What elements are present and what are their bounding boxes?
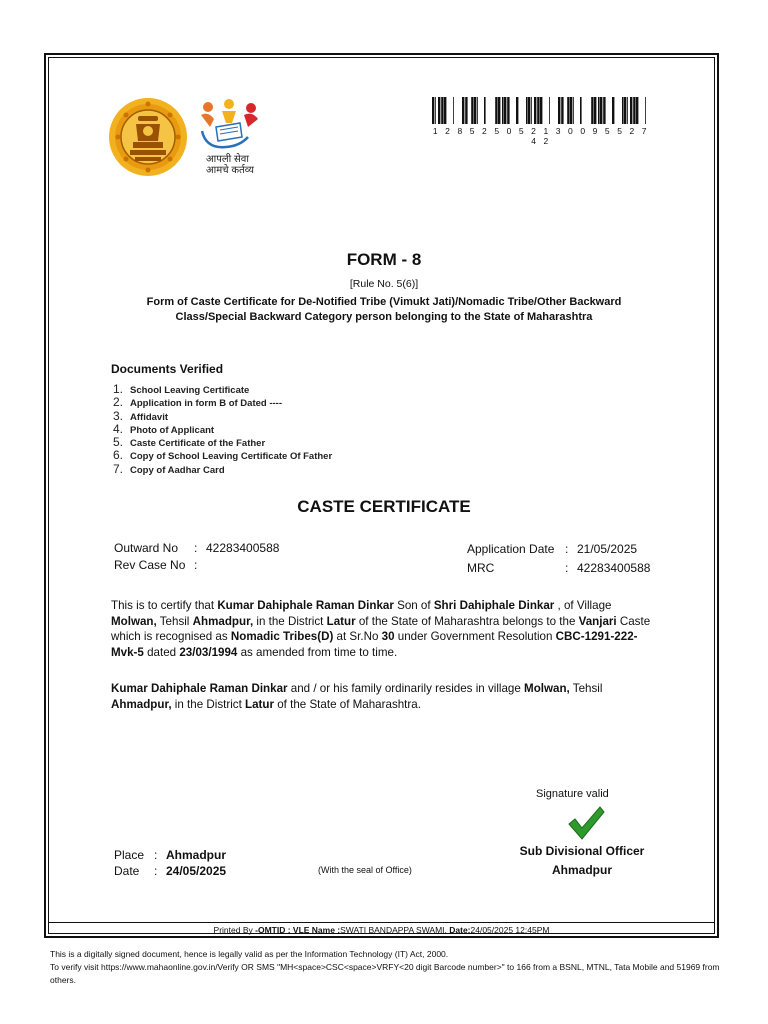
barcode-number: 1 2 8 5 2 5 0 5 2 1 3 0 0 9 5 5 2 7 4 2 [432,126,650,146]
document-item: 4. Photo of Applicant [113,421,215,436]
seal-note: (With the seal of Office) [318,865,412,875]
document-item: 5. Caste Certificate of the Father [113,435,266,450]
mrc-value: 42283400588 [577,561,651,575]
maharashtra-emblem-icon [108,96,188,178]
outward-no-label: Outward No [114,541,179,555]
village-name: Molwan, [111,614,157,628]
outward-no-value: 42283400588 [206,541,280,555]
tagline-line-1: आपली सेवा [206,154,249,165]
certificate-inner-border [48,57,715,934]
notice-line-2: To verify visit https://www.mahaonline.gov.in/Verify OR SMS "MH<space>CSC<space>VRFY<20 digit Barcode number>" to 166 from a BSNL, MTNL, Tata Mobile and 51969 from others. [50,962,720,985]
serial-number: 30 [381,630,395,643]
notice-line-1: This is a digitally signed document, hence is legally valid as per the Information Technology (IT) Act, 2000. [50,949,449,959]
document-item: 2. Application in form B of Dated ---- [113,395,282,410]
checkmark-icon [566,804,606,842]
residence-paragraph: Kumar Dahiphale Raman Dinkar and / or his family ordinarily resides in village Molwan, Tehsil Ahmadpur, in the District Latur of the State of Maharashtra. [111,682,603,711]
document-item: 6. Copy of School Leaving Certificate Of Father [113,448,333,463]
certification-paragraph: This is to certify that Kumar Dahiphale Raman Dinkar Son of Shri Dahiphale Dinkar , of Village Molwan, Tehsil Ahmadpur, in the District Latur of the State of Maharashtra belongs to the Vanjari Caste which is recognised as Nomadic Tribes(D) at Sr.No 30 under Government Resolution CBC-1291-222-Mvk-5 dated 23/03/1994 as amended from time to time. [111,599,651,659]
form-title: FORM - 8 [346,250,422,269]
printed-by-line: Printed By -OMTID : VLE Name :SWATI BANDAPPA SWAMI, Date:24/05/2025 12:45PM [213,925,550,935]
tagline-line-2: आमचे कर्तव्य [206,165,254,176]
applicant-name: Kumar Dahiphale Raman Dinkar [217,599,394,612]
caste-certificate-title: CASTE CERTIFICATE [297,497,471,516]
officer-title: Sub Divisional Officer [519,844,645,858]
place-label: Place [114,848,145,862]
document-item: 7. Copy of Aadhar Card [113,461,225,476]
document-item: 1. School Leaving Certificate [113,382,250,396]
documents-verified-heading: Documents Verified [111,362,224,376]
resolution-date: 23/03/1994 [179,645,238,659]
verification-notice [50,948,730,987]
aapli-seva-logo-icon [196,97,262,153]
rule-number: [Rule No. 5(6)] [349,278,419,290]
document-item: 3. Affidavit [113,408,168,423]
rev-case-no-label: Rev Case No [114,558,186,572]
date-label: Date [114,864,140,878]
place-value: Ahmadpur [166,848,226,862]
application-date-label: Application Date [467,542,555,556]
mrc-colon: : [565,561,569,575]
resolution-number: CBC-1291-222-Mvk-5 [111,630,638,659]
mrc-label: MRC [467,561,495,575]
barcode-icon [432,97,650,124]
father-name: Shri Dahiphale Dinkar [433,599,555,612]
category-name: Nomadic Tribes(D) [230,630,334,643]
outward-no-colon: : [194,541,198,555]
tehsil-name: Ahmadpur, [192,614,254,628]
date-value: 24/05/2025 [166,864,227,878]
application-date-colon: : [565,542,569,556]
caste-name: Vanjari [578,614,617,628]
rev-case-no-colon: : [194,558,198,572]
district-name: Latur [326,614,356,628]
documents-list [113,382,332,475]
place-colon: : [154,848,158,862]
aapli-seva-tagline [206,154,254,176]
signature-valid-text: Signature valid [536,788,609,800]
date-colon: : [154,864,158,878]
application-date-value: 21/05/2025 [577,542,638,556]
footer-divider [48,922,715,923]
form-description: Form of Caste Certificate for De-Notified Tribe (Vimukt Jati)/Nomadic Tribe/Other Backward Class/Special Backward Category person belonging to the State of Maharashtra [146,296,622,323]
officer-place: Ahmadpur [552,863,612,877]
